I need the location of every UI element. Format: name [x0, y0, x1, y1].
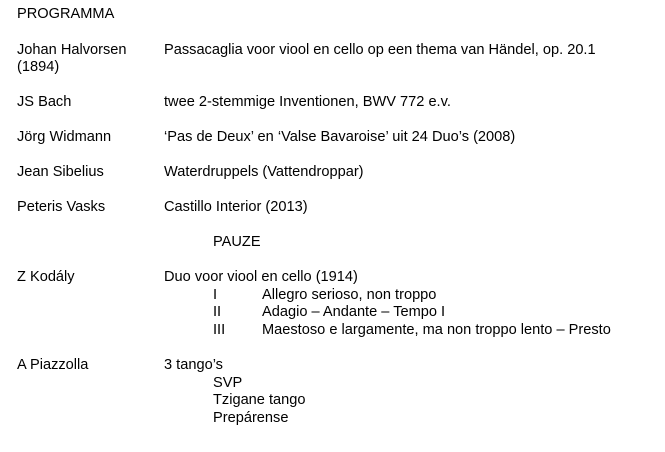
movement-title: Adagio – Andante – Tempo I [262, 304, 446, 320]
composer-name: Jean Sibelius [17, 164, 104, 180]
composer-name: Jörg Widmann [17, 129, 112, 145]
work-title: Passacaglia voor viool en cello op een thema van Händel, op. 20.1 [164, 42, 596, 58]
movement-numeral: II [213, 304, 222, 320]
work-title: Castillo Interior (2013) [164, 199, 308, 215]
tango-title: Tzigane tango [213, 392, 306, 408]
work-title: Duo voor viool en cello (1914) [164, 269, 358, 285]
movement-numeral: I [213, 287, 218, 303]
composer-name: Z Kodály [17, 269, 75, 285]
composer-name: Johan Halvorsen [17, 42, 127, 58]
movement-title: Allegro serioso, non troppo [262, 287, 437, 303]
work-title: ‘Pas de Deux’ en ‘Valse Bavaroise’ uit 24 Duo’s (2008) [164, 129, 516, 145]
composer-year: (1894) [17, 59, 60, 75]
composer-name: Peteris Vasks [17, 199, 106, 215]
program-heading: PROGRAMMA [17, 6, 115, 22]
work-title: Waterdruppels (Vattendroppar) [164, 164, 364, 180]
movement-title: Maestoso e largamente, ma non troppo lento – Presto [262, 322, 611, 338]
tango-title: SVP [213, 375, 243, 391]
composer-name: A Piazzolla [17, 357, 89, 373]
tango-title: Prepárense [213, 410, 289, 426]
work-title: twee 2-stemmige Inventionen, BWV 772 e.v. [164, 94, 451, 110]
intermission-label: PAUZE [213, 234, 261, 250]
work-title: 3 tango’s [164, 357, 223, 373]
composer-name: JS Bach [17, 94, 72, 110]
movement-numeral: III [213, 322, 226, 338]
